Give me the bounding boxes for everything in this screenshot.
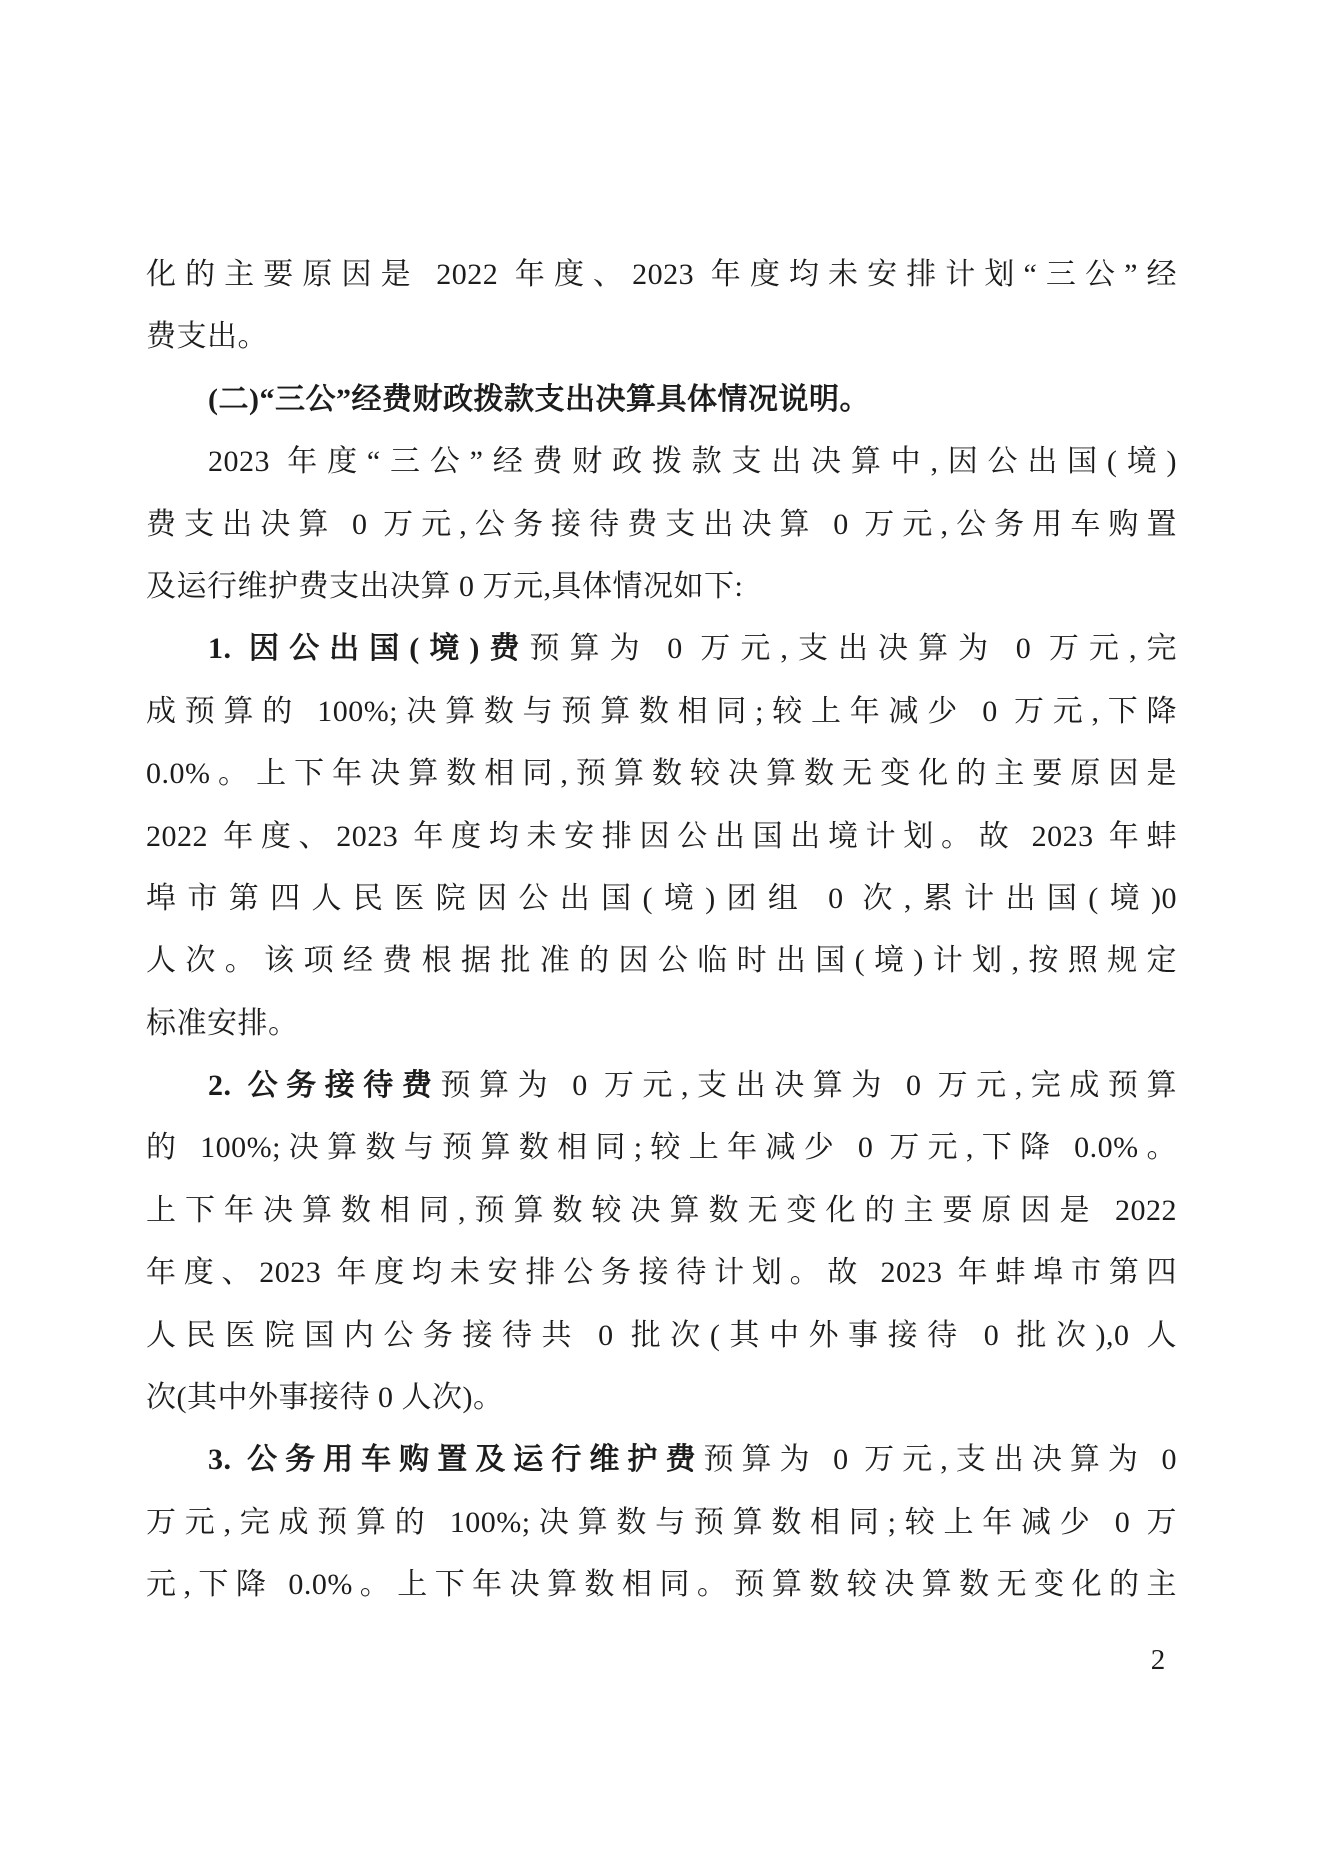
text-run: 人次。该项经费根据批准的因公临时出国(境)计划,按照规定 <box>146 944 1177 978</box>
text-line <box>146 1180 1177 1242</box>
text-run: 埠市第四人民医院因公出国(境)团组 0 次,累计出国(境)0 <box>146 881 1177 915</box>
text-run: 2022 年度、2023 年度均未安排因公出国出境计划。故 2023 年蚌 <box>146 819 1177 853</box>
text-run: 万元,完成预算的 100%;决算数与预算数相同;较上年减少 0 万 <box>146 1505 1177 1539</box>
text-line <box>146 1429 1177 1491</box>
text-line <box>146 1305 1177 1367</box>
text-line <box>146 743 1177 805</box>
text-run: 2023 年度“三公”经费财政拨款支出决算中,因公出国(境) <box>208 445 1177 479</box>
text-line <box>146 1367 1177 1429</box>
text-run: 预算为 0 万元,支出决算为 0 万元,完 <box>529 632 1178 666</box>
text-line <box>146 1492 1177 1554</box>
text-line <box>146 494 1177 556</box>
text-run: 次(其中外事接待 0 人次)。 <box>146 1381 504 1415</box>
text-line <box>146 1554 1177 1616</box>
text-line <box>146 244 1177 306</box>
text-run: 年度、2023 年度均未安排公务接待计划。故 2023 年蚌埠市第四 <box>146 1256 1177 1290</box>
text-line <box>146 369 1177 431</box>
text-line <box>146 806 1177 868</box>
text-run: 标准安排。 <box>146 1006 299 1040</box>
document-text <box>146 244 1177 1617</box>
text-run: 上下年决算数相同,预算数较决算数无变化的主要原因是 2022 <box>146 1193 1177 1227</box>
text-run: 的 100%;决算数与预算数相同;较上年减少 0 万元,下降 0.0%。 <box>146 1131 1177 1165</box>
text-run: 费支出决算 0 万元,公务接待费支出决算 0 万元,公务用车购置 <box>146 507 1177 541</box>
text-run: 预算为 0 万元,支出决算为 0 万元,完成预算 <box>440 1069 1178 1103</box>
bold-text-run: 1. 因公出国(境)费 <box>208 632 530 666</box>
text-run: 化的主要原因是 2022 年度、2023 年度均未安排计划“三公”经 <box>146 258 1177 291</box>
text-line <box>146 681 1177 743</box>
text-line <box>146 1117 1177 1179</box>
text-run: 人民医院国内公务接待共 0 批次(其中外事接待 0 批次),0 人 <box>146 1318 1177 1352</box>
text-run: 及运行维护费支出决算 0 万元,具体情况如下: <box>146 569 744 603</box>
text-line <box>146 618 1177 680</box>
text-line <box>146 306 1177 368</box>
text-line <box>146 431 1177 493</box>
text-run: 成预算的 100%;决算数与预算数相同;较上年减少 0 万元,下降 <box>146 694 1177 728</box>
text-run: 预算为 0 万元,支出决算为 0 <box>703 1443 1178 1477</box>
text-line <box>146 1242 1177 1304</box>
text-run: 元,下降 0.0%。上下年决算数相同。预算数较决算数无变化的主 <box>146 1568 1177 1602</box>
bold-text-run: 3. 公务用车购置及运行维护费 <box>208 1443 704 1477</box>
bold-text-run: (二)“三公”经费财政拨款支出决算具体情况说明。 <box>208 382 870 416</box>
text-run: 费支出。 <box>146 320 268 354</box>
bold-text-run: 2. 公务接待费 <box>208 1069 441 1103</box>
text-line <box>146 993 1177 1055</box>
text-line <box>146 930 1177 992</box>
page-number: 2 <box>1150 1644 1166 1676</box>
text-line <box>146 868 1177 930</box>
text-run: 0.0%。上下年决算数相同,预算数较决算数无变化的主要原因是 <box>146 757 1177 791</box>
text-line <box>146 556 1177 618</box>
text-line <box>146 1055 1177 1117</box>
